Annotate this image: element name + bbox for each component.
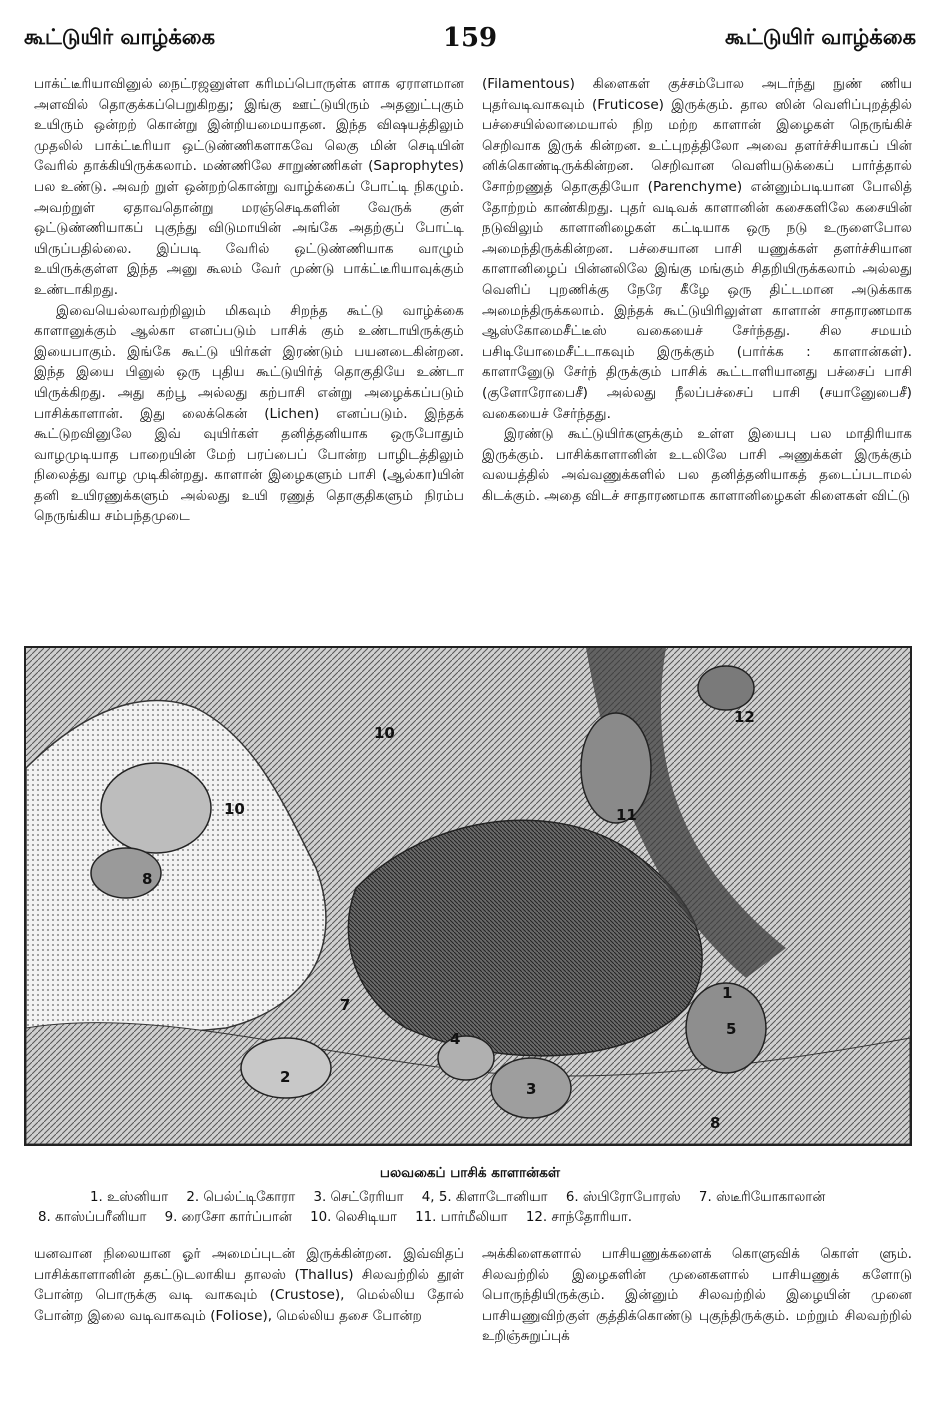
text-column-top-right <box>482 74 912 639</box>
caption-item: 1. உஸ்னியா <box>90 1190 169 1205</box>
caption-item: 8. காஸ்ப்பரீனியா <box>38 1210 147 1225</box>
figure-caption-legend <box>38 1188 910 1228</box>
paragraph: யனவான நிலையான ஓர் அமைப்புடன் இருக்கின்றன. இவ்விதப் பாசிக்காளானின் தகட்டுடலாகிய தாலஸ் (Thallus) சிலவற்றில் தூள் போன்ற பொருக்கு வடி வாகவும் (Crustose), மெல்லிய தோல் போன்ற இலை வடிவாகவும் (Foliose), மெல்லிய தசை போன்ற <box>34 1246 464 1324</box>
figure-label: 11 <box>616 806 637 824</box>
caption-item: 9. ரைசோ கார்ப்பான் <box>164 1210 292 1225</box>
text-column-bottom-left <box>34 1244 464 1364</box>
text-column-bottom-right <box>482 1244 912 1364</box>
figure-label: 8 <box>142 870 153 888</box>
caption-item: 12. சாந்தோரியா. <box>525 1210 632 1225</box>
caption-item: 7. ஸ்டீரியோகாலான் <box>698 1190 826 1205</box>
figure-label: 3 <box>526 1080 537 1098</box>
caption-item: 2. பெல்ட்டிகோரா <box>186 1190 296 1205</box>
text-column-top-left <box>34 74 464 639</box>
paragraph: இவையெல்லாவற்றிலும் மிகவும் சிறந்த கூட்டு வாழ்க்கை காளானுக்கும் ஆல்கா எனப்படும் பாசிக் கும் உண்டாயிருக்கும் இயைபாகும். இங்கே கூட்டு யிர்கள் இரண்டும் பயனடைகின்றன. இந்த இயை பினுல் ஒரு புதிய கூட்டுயிர்த் தொகுதியே உண்டா யிருக்கிறது. அது கற்பூ அல்லது கற்பாசி என்று அழைக்கப்படும் பாசிக்காளான். இது லைக்கென் (Lichen) எனப்படும். இந்தக் கூட்டுறவினுலே இவ் வுயிர்கள் தனித்தனியாக ஒருபோதும் வாழமுடியாத பாறையின் மேற் பரப்பைப் போன்ற பாழிடத்திலும் நிலைத்து வாழ முடிகின்றது. காளான் இழைகளும் பாசி (ஆல்கா)யின் தனி உயிரணுக்களும் அல்லது உயி ரணுத் தொகுதிகளும் நிரம்ப நெருங்கிய சம்பந்தமுடை <box>34 302 464 525</box>
figure-label: 4 <box>450 1030 461 1048</box>
paragraph: அக்கிளைகளால் பாசியணுக்களைக் கொளுவிக் கொள் ளும். சிலவற்றில் இழைகளின் முனைகளால் பாசியணுக் களோடு பொருந்தியிருக்கும். இன்னும் சிலவற்றில் இழையின் முனை பாசியணுவிற்குள் குத்திக்கொண்டு புகுந்திருக்கும். மற்றும் சிலவற்றில் உறிஞ்சுறுப்புக் <box>482 1246 912 1345</box>
lichen-illustration <box>24 646 912 1146</box>
running-head-right: கூட்டுயிர் வாழ்க்கை <box>724 24 916 49</box>
caption-item: 10. லெசிடியா <box>310 1210 397 1225</box>
illustration-drawing <box>26 648 910 1144</box>
caption-item: 4, 5. கிளாடோனியா <box>421 1190 548 1205</box>
paragraph: பாக்ட்டீரியாவினுல் நைட்ரஜனுள்ள கரிமப்பொருள்க ளாக ஏராளமான அளவில் தொகுக்கப்பெறுகிறது; இங்கு ஊட்டுயிரும் அதனுட்புகும் உயிரும் ஒன்றற் கொன்று இன்றியமையாதன. இந்த விஷயத்திலும் முதலில் பாக்ட்டீரியா ஒட்டுண்ணிகளாகவே லெகு மின் செடியின் வேரில் தாக்கியிருக்கலாம். மண்ணிலே சாறுண்ணிகள் (Saprophytes) பல உண்டு. அவற் றுள் ஒன்றற்கொன்று வாழ்க்கைப் போட்டி நிகழும். அவற்றுள் ஏதாவதொன்று மரஞ்செடிகளின் வேருக் குள் ஒட்டுண்ணியாகப் புகுந்து விடுமாயின் அங்கே அதற்குப் போட்டி யிருப்பதில்லை. இப்படி வேரில் ஒட்டுண்ணியாக வாழும் உயிருக்குள்ள இந்த அனு கூலம் வேர் முண்டு பாக்ட்டீரியாவுக்கும் உண்டாகிறது. <box>34 76 464 298</box>
figure-label: 2 <box>280 1068 291 1086</box>
figure-label: 10 <box>374 724 395 742</box>
paragraph: (Filamentous) கிளைகள் குச்சம்போல அடர்ந்து நுண் ணிய புதர்வடிவாகவும் (Fruticose) இருக்கும். தால ஸின் வெளிப்புறத்தில் பச்சையில்லாமையால் நிற மற்ற காளான் இழைகள் நெருங்கிச் செறிவாக இருக் கின்றன. உட்புறத்திலோ அவை தளர்ச்சியாகப் பின் னிக்கொண்டிருக்கின்றன. செறிவான வெளியடுக்கைப் பார்த்தால் சோற்றணுத் தொகுதியோ (Parenchyme) என்னும்படியான போலித் தோற்றம் காண்கிறது. புதர் வடிவக் காளானின் கசைகளிலே கசையின் நடுவிலும் காளானிழைகள் கட்டியாக ஒரு நடு உருளைபோல அமைந்திருக்கின்றன. பச்சையான பாசி யணுக்கள் தளர்ச்சியான காளானிழைப் பின்னலிலே இங்கு மங்கும் சிதறியிருக்கலாம் அல்லது வெளிப் புறணிக்கு நேரே கீழே ஒரு திட்டமான அடுக்காக அமைந்திருக்கலாம். இந்தக் கூட்டுயிரிலுள்ள காளான் சாதாரணமாக ஆஸ்கோமைசீட்டீஸ் வகையைச் சேர்ந்தது. சில சமயம் பசிடியோமைசீட்டாகவும் இருக்கும் (பார்க்க : காளான்கள்). காளானுேடு சேர்ந் திருக்கும் பாசிக் கூட்டாளியானது பச்சைப் பாசி (குளோரோபைசீ) அல்லது நீலப்பச்சைப் பாசி (சயானுேபைசீ) வகையைச் சேர்ந்தது. <box>482 76 912 422</box>
page-number: 159 <box>442 23 498 53</box>
figure-label: 5 <box>726 1020 737 1038</box>
figure-caption-title: பலவகைப் பாசிக் காளான்கள் <box>379 1165 561 1181</box>
running-header <box>24 18 916 58</box>
figure-label: 7 <box>340 996 351 1014</box>
caption-item: 6. ஸ்பிரோபோரஸ் <box>565 1190 681 1205</box>
figure-label: 1 <box>722 984 733 1002</box>
running-head-left: கூட்டுயிர் வாழ்க்கை <box>24 24 216 49</box>
figure-label: 10 <box>224 800 245 818</box>
caption-item: 3. செட்ரேரியா <box>313 1190 404 1205</box>
caption-item: 11. பார்மீலியா <box>415 1210 508 1225</box>
paragraph: இரண்டு கூட்டுயிர்களுக்கும் உள்ள இயைபு பல மாதிரியாக இருக்கும். பாசிக்காளானின் உடலிலே பாசி அணுக்கள் இருக்கும் வலயத்தில் அவ்வணுக்களில் பல தனித்தனியாகத் தடைப்படாமல் கிடக்கும். அதை விடச் சாதாரணமாக காளானிழைகள் கிளைகள் விட்டு <box>482 426 912 504</box>
figure-label: 8 <box>710 1114 721 1132</box>
figure-label: 12 <box>734 708 755 726</box>
